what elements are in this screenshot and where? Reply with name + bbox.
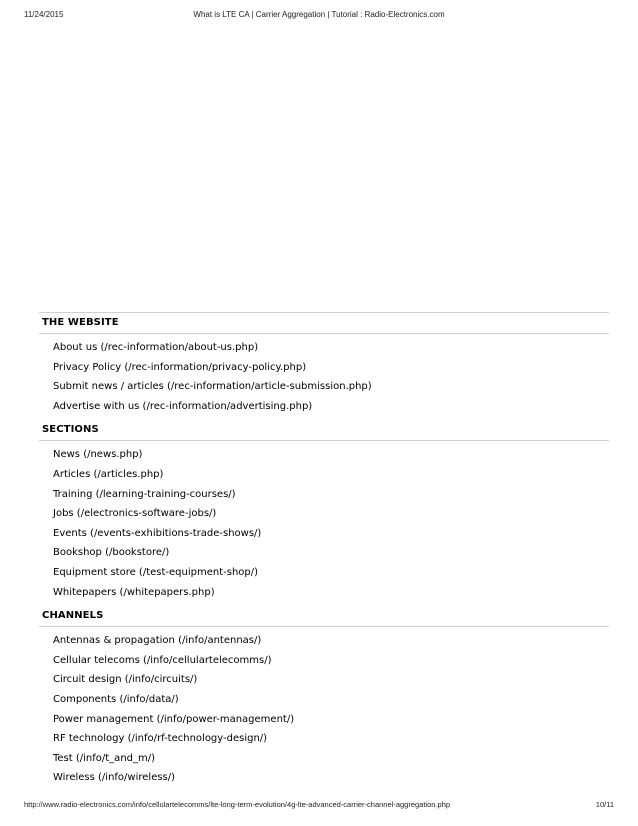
link-list bbox=[39, 627, 609, 792]
link-rf-technology[interactable]: RF technology (/info/rf-technology-design/) bbox=[53, 733, 268, 745]
page-title: What is LTE CA | Carrier Aggregation | Tutorial : Radio-Electronics.com bbox=[193, 10, 445, 19]
link-cellular-telecoms[interactable]: Cellular telecoms (/info/cellulartelecomms/) bbox=[53, 654, 272, 666]
link-whitepapers[interactable]: Whitepapers (/whitepapers.php) bbox=[53, 586, 215, 598]
link-news[interactable]: News (/news.php) bbox=[53, 449, 143, 461]
link-about-us[interactable]: About us (/rec-information/about-us.php) bbox=[53, 342, 259, 353]
section-sections bbox=[39, 420, 609, 606]
print-header bbox=[24, 10, 614, 22]
footer-navigation bbox=[39, 312, 609, 792]
link-submit-news[interactable]: Submit news / articles (/rec-information/article-submission.php) bbox=[53, 381, 372, 393]
page-url: http://www.radio-electronics.com/info/cellulartelecomms/lte-long-term-evolution/4g-lte-advanced-carrier-channel-aggregation.php bbox=[24, 800, 451, 809]
print-footer bbox=[24, 800, 614, 812]
link-circuit-design[interactable]: Circuit design (/info/circuits/) bbox=[53, 674, 198, 686]
link-privacy-policy[interactable]: Privacy Policy (/rec-information/privacy-policy.php) bbox=[53, 361, 307, 373]
link-components[interactable]: Components (/info/data/) bbox=[53, 693, 179, 705]
section-the-website bbox=[39, 312, 609, 420]
link-advertise[interactable]: Advertise with us (/rec-information/advertising.php) bbox=[53, 400, 313, 412]
link-bookshop[interactable]: Bookshop (/bookstore/) bbox=[53, 547, 170, 559]
link-list bbox=[39, 441, 609, 606]
link-jobs[interactable]: Jobs (/electronics-software-jobs/) bbox=[53, 508, 217, 520]
link-antennas[interactable]: Antennas & propagation (/info/antennas/) bbox=[53, 635, 262, 647]
section-channels bbox=[39, 606, 609, 792]
link-events[interactable]: Events (/events-exhibitions-trade-shows/) bbox=[53, 527, 262, 539]
section-heading: CHANNELS bbox=[39, 606, 609, 627]
link-test[interactable]: Test (/info/t_and_m/) bbox=[53, 752, 156, 764]
page-number: 10/11 bbox=[595, 800, 614, 809]
link-equipment-store[interactable]: Equipment store (/test-equipment-shop/) bbox=[53, 566, 259, 578]
link-power-management[interactable]: Power management (/info/power-management/) bbox=[53, 713, 295, 725]
section-heading: THE WEBSITE bbox=[39, 313, 609, 334]
link-articles[interactable]: Articles (/articles.php) bbox=[53, 468, 164, 480]
link-list bbox=[39, 334, 609, 420]
link-training[interactable]: Training (/learning-training-courses/) bbox=[53, 488, 236, 500]
section-heading: SECTIONS bbox=[39, 420, 609, 441]
link-wireless[interactable]: Wireless (/info/wireless/) bbox=[53, 772, 176, 784]
print-date: 11/24/2015 bbox=[24, 10, 64, 19]
